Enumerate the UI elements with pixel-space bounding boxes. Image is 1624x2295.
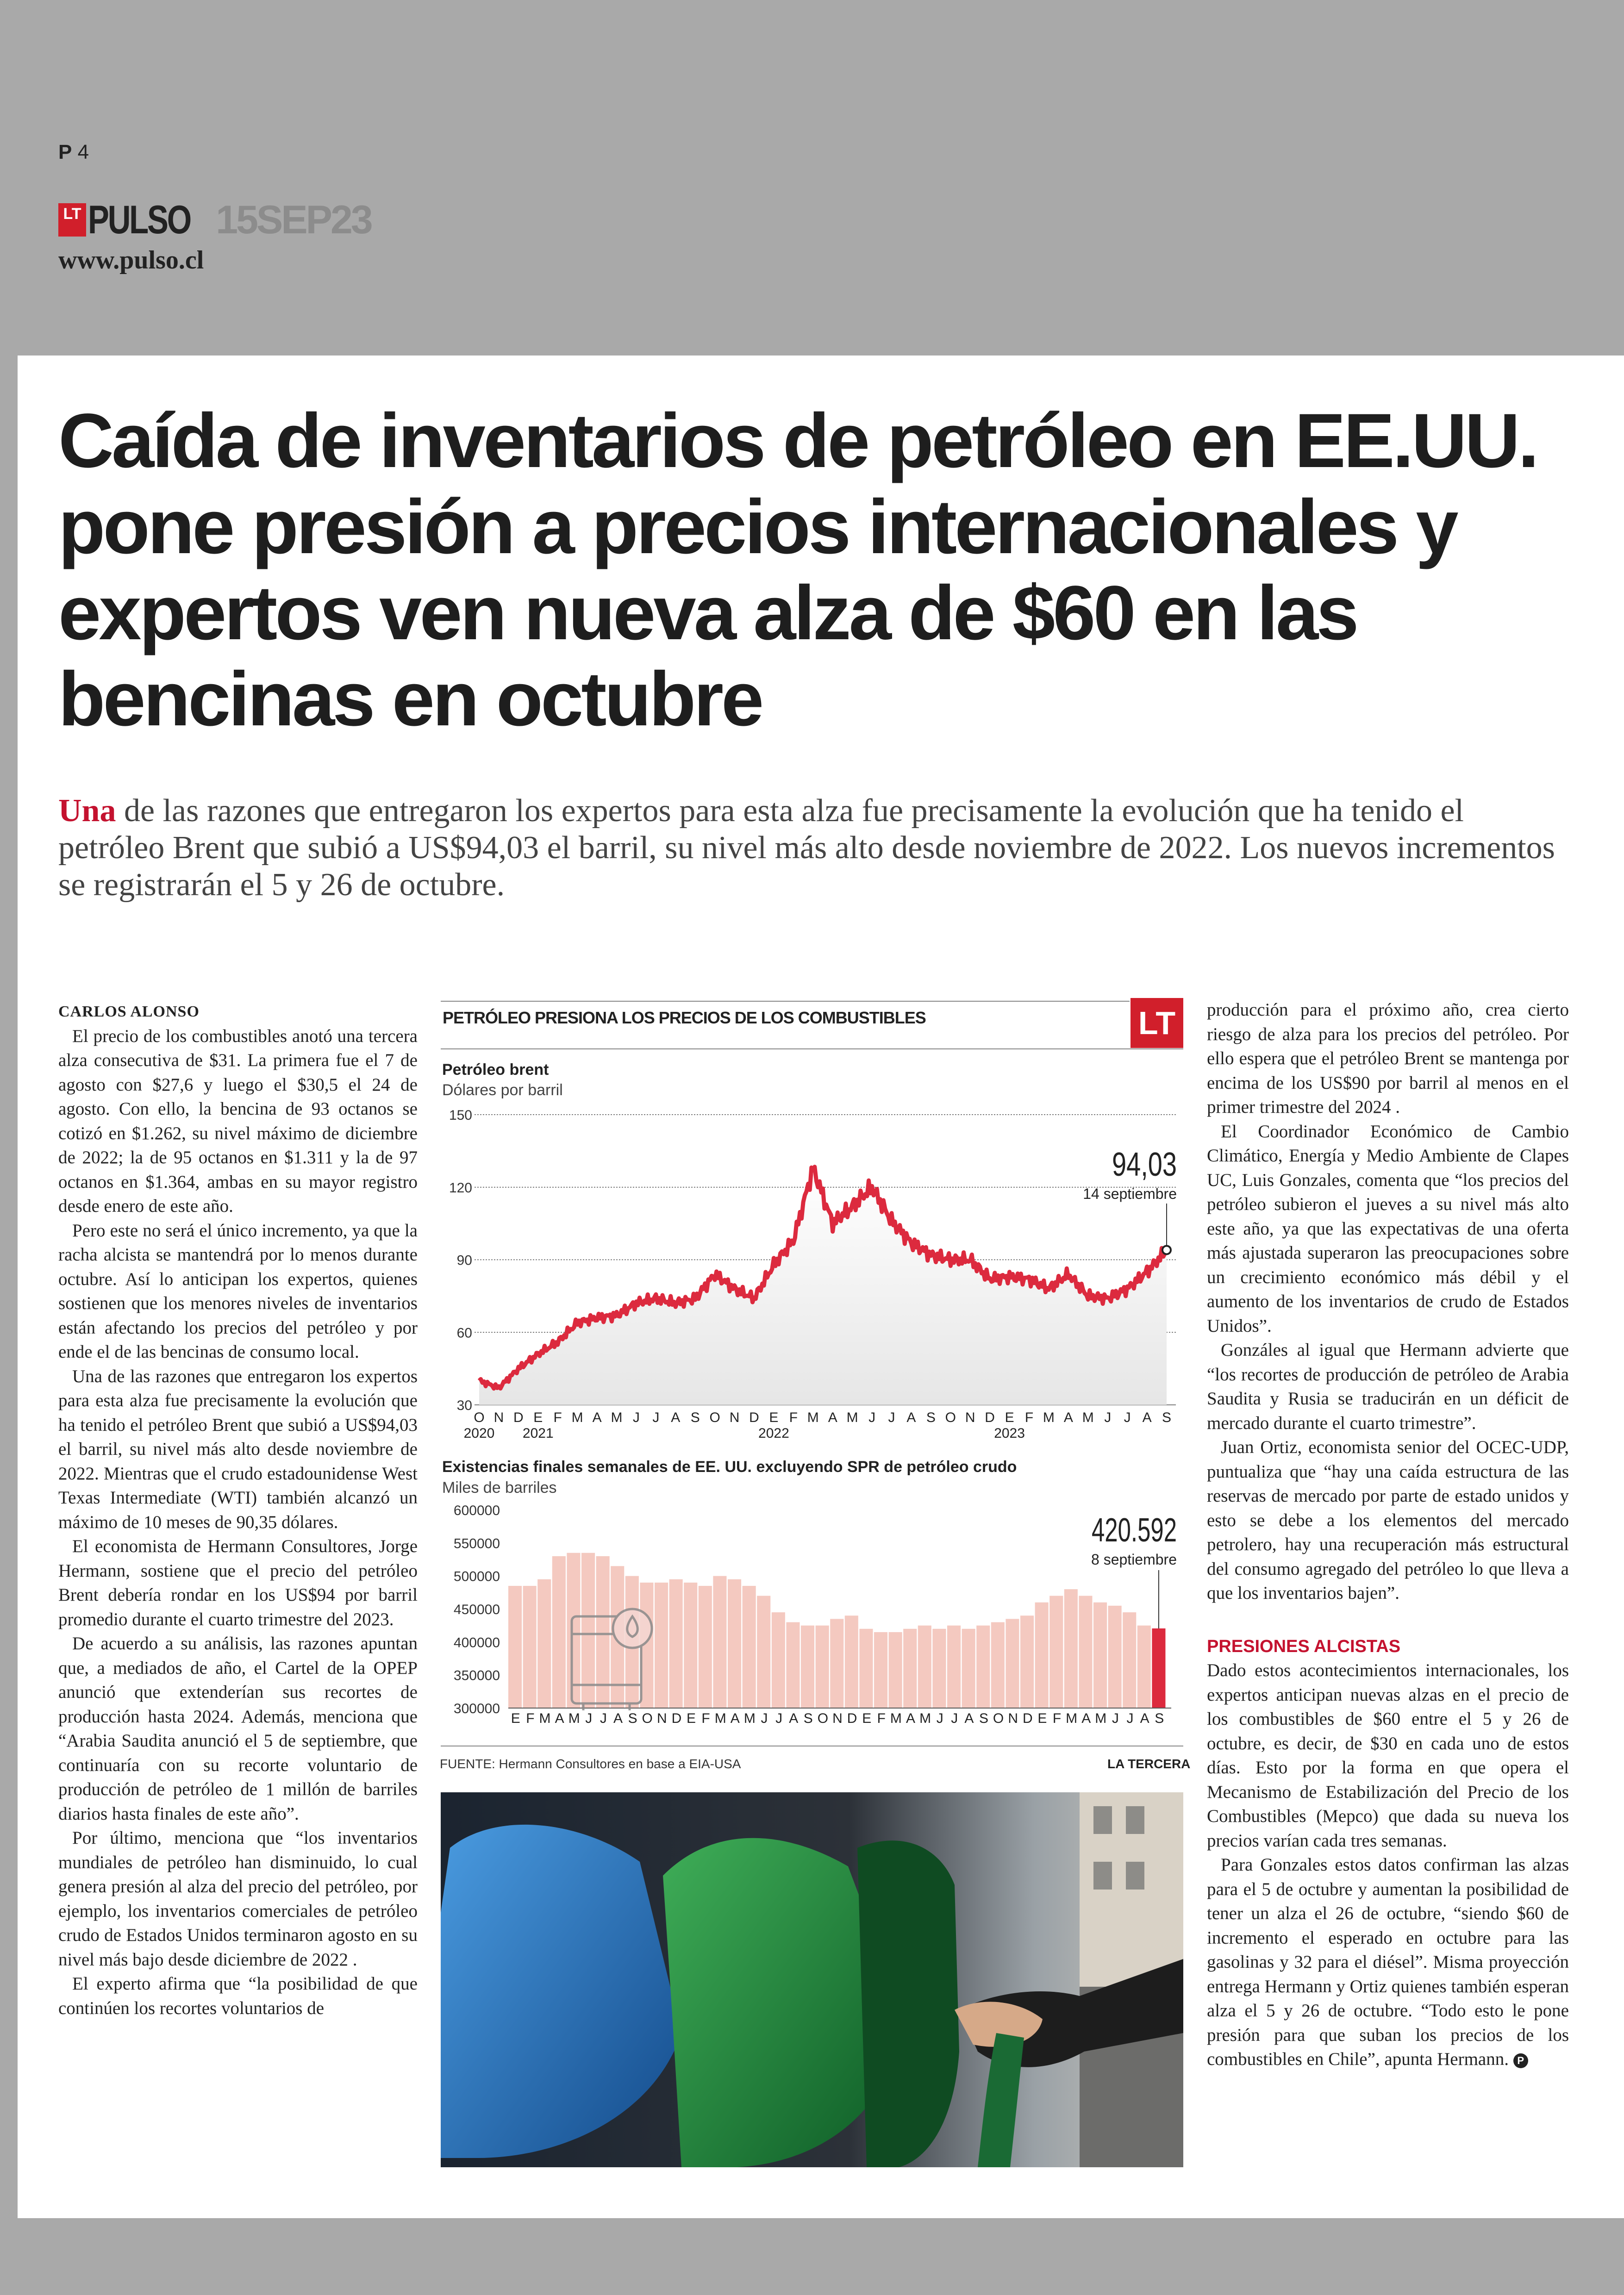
brent-chart <box>442 1061 1177 1441</box>
inventory-x-tick-label: A <box>555 1711 564 1726</box>
inventory-x-tick-label: M <box>714 1711 726 1726</box>
inventory-bar <box>1079 1596 1092 1708</box>
paragraph: producción para el próximo año, crea cierto riesgo de alza para los precios del petróleo. Por ello espera que el petróleo Brent se mantenga por encima de los US$90 por barril al menos en el primer trimestre del 2024 . <box>1207 1000 1569 1117</box>
inventory-x-tick-label: J <box>600 1711 607 1726</box>
paragraph: Dado estos acontecimientos internacionales, los expertos anticipan nuevas alzas en el precio de los combustibles de $60 entre el 5 y 26 de octubre, es decir, de $30 en cada uno de estos días. Esto por la forma en que opera el Mecanismo de Estabilización del Precio de los Combustibles (Mepco) que dada su nueva los precios varían cada tres semanas. <box>1207 1660 1569 1851</box>
inventory-bar <box>816 1626 829 1708</box>
inventory-y-tick-label: 450000 <box>453 1602 500 1617</box>
subhead: PRESIONES ALCISTAS <box>1207 1636 1401 1656</box>
inventory-x-tick-label: O <box>993 1711 1004 1726</box>
inventory-bar <box>537 1579 551 1708</box>
byline: CARLOS ALONSO <box>58 1003 200 1020</box>
graphic-credit: LA TERCERA <box>1107 1757 1191 1771</box>
inventory-bar <box>1152 1628 1165 1708</box>
inventory-bar <box>743 1586 756 1708</box>
deck <box>58 792 1558 904</box>
headline: Caída de inventarios de petróleo en EE.UU. pone presión a precios internacionales y expertos ven nueva alza de $60 en las bencinas en octubre <box>58 398 1537 742</box>
brent-x-tick-label: A <box>906 1410 916 1425</box>
paragraph: El economista de Hermann Consultores, Jorge Hermann, sostiene que el precio del petróleo Brent debería rondar en los US$94 por barril promedio durante el cuarto trimestre del 2023. <box>58 1536 418 1629</box>
brent-year-label: 2020 <box>463 1426 495 1441</box>
inventory-bar <box>699 1586 712 1708</box>
window <box>1093 1806 1112 1834</box>
brent-y-tick-label: 30 <box>456 1398 472 1413</box>
brand-name: PULSO <box>88 197 191 242</box>
brent-x-tick-label: A <box>671 1410 681 1425</box>
inventory-x-tick-label: F <box>1052 1711 1062 1726</box>
inventory-x-tick-label: A <box>1081 1711 1091 1726</box>
inventory-x-tick-label: D <box>1022 1711 1033 1726</box>
inventory-x-tick-label: A <box>613 1711 623 1726</box>
brent-x-tick-label: N <box>729 1410 740 1425</box>
inventory-x-tick-label: E <box>862 1711 872 1726</box>
brent-x-tick-label: F <box>553 1410 562 1425</box>
page-number-value: 4 <box>77 141 89 163</box>
inventory-bar <box>947 1626 961 1708</box>
inventory-x-tick-label: S <box>979 1711 989 1726</box>
inventory-x-tick-label: D <box>671 1711 682 1726</box>
paragraph: Juan Ortiz, economista senior del OCEC-UDP, puntualiza que “hay una caída estructura de las reservas de mercado por parte de estado unidos y esto se debe a los elementos del mercado petrolero, hay una recuperación más estructural del consumo agregado del petróleo lo que lleva a que los inventarios bajen”. <box>1207 1437 1569 1603</box>
inventory-bar <box>830 1619 843 1708</box>
la-tercera-logo: LT <box>1131 998 1183 1048</box>
inventory-x-tick-label: O <box>817 1711 829 1726</box>
inventory-bar <box>552 1556 566 1708</box>
brent-x-tick-label: J <box>1104 1410 1112 1425</box>
inventory-x-tick-label: J <box>936 1711 943 1726</box>
inventory-bar <box>772 1612 785 1708</box>
brent-y-tick-label: 90 <box>456 1253 472 1268</box>
inventory-x-tick-label: A <box>789 1711 799 1726</box>
inventory-bar <box>1006 1619 1019 1708</box>
inventory-bar <box>508 1586 522 1708</box>
infographic-title: PETRÓLEO PRESIONA LOS PRECIOS DE LOS COMBUSTIBLES <box>443 1008 926 1027</box>
inventory-bar <box>889 1632 902 1708</box>
inventory-bar <box>1035 1603 1049 1708</box>
brent-x-tick-label: M <box>571 1410 583 1425</box>
paragraph: De acuerdo a su análisis, las razones apuntan que, a mediados de año, el Cartel de la OPEP anunció que extenderían sus recortes de producción hasta 2024. Además, menciona que “Arabia Saudita anunció el 5 de septiembre, que continuaría con su recorte voluntario de producción de petróleo de 1 millón de barriles diarios hasta finales de este año”. <box>58 1634 418 1824</box>
inventory-bar <box>713 1576 726 1708</box>
brent-x-tick-label: M <box>846 1410 858 1425</box>
inventory-x-tick-label: E <box>1037 1711 1047 1726</box>
la-tercera-logo-small: LT <box>58 203 86 237</box>
inventory-x-tick-label: A <box>1140 1711 1149 1726</box>
brent-y-tick-label: 150 <box>449 1108 472 1123</box>
inventory-x-tick-label: N <box>1008 1711 1018 1726</box>
brent-x-tick-label: J <box>632 1410 640 1425</box>
inventory-bar <box>1049 1596 1063 1708</box>
inventory-bar <box>801 1626 814 1708</box>
brent-chart-unit: Dólares por barril <box>442 1081 563 1099</box>
inventory-bar <box>1093 1603 1107 1708</box>
brent-x-tick-label: J <box>652 1410 660 1425</box>
inventory-annotation-label: 8 septiembre <box>1091 1551 1177 1568</box>
paragraph <box>1207 1853 1569 2072</box>
brent-year-label: 2022 <box>758 1426 789 1441</box>
brent-year-label: 2021 <box>522 1426 554 1441</box>
brent-x-tick-label: J <box>1124 1410 1131 1425</box>
brent-x-tick-label: E <box>769 1410 779 1425</box>
brent-chart-title: Petróleo brent <box>442 1061 549 1079</box>
inventory-bar <box>976 1626 990 1708</box>
inventory-bar <box>1064 1589 1078 1708</box>
paragraph: El experto afirma que “la posibilidad de que continúen los recortes voluntarios de <box>58 1974 418 2018</box>
inventory-y-tick-label: 350000 <box>453 1668 500 1684</box>
brent-y-tick-label: 120 <box>449 1180 472 1196</box>
inventory-annotation-value: 420.592 <box>1092 1512 1177 1549</box>
paragraph: Pero este no será el único incremento, ya que la racha alcista se mantendrá por lo menos durante octubre. Así lo anticipan los expertos, quienes sostienen que los menores niveles de inventarios están afectando los precios del petróleo y por ende el de las bencinas de consumo local. <box>58 1220 418 1362</box>
inventory-x-tick-label: M <box>1066 1711 1078 1726</box>
window <box>1093 1862 1112 1890</box>
inventory-y-tick-label: 600000 <box>453 1503 500 1518</box>
page-letter: P <box>58 141 72 163</box>
inventory-bar <box>932 1629 946 1708</box>
inventory-x-tick-label: J <box>775 1711 783 1726</box>
article-column-right <box>1207 998 1569 2072</box>
inventory-x-tick-label: F <box>526 1711 535 1726</box>
inventory-x-tick-label: M <box>743 1711 756 1726</box>
inventory-x-tick-label: M <box>568 1711 580 1726</box>
inventory-x-tick-label: S <box>628 1711 637 1726</box>
website-url: www.pulso.cl <box>58 246 204 274</box>
page-number <box>58 141 89 164</box>
brent-x-tick-label: E <box>1005 1410 1014 1425</box>
inventory-x-tick-label: F <box>701 1711 710 1726</box>
brent-x-tick-label: S <box>690 1410 700 1425</box>
brent-x-tick-label: M <box>1043 1410 1055 1425</box>
inventory-y-tick-label: 500000 <box>453 1569 500 1584</box>
deck-lead-word: Una <box>58 793 116 829</box>
inventory-bar <box>684 1583 697 1708</box>
brent-x-tick-label: O <box>474 1410 485 1425</box>
inventory-chart-title: Existencias finales semanales de EE. UU. excluyendo SPR de petróleo crudo <box>442 1458 1017 1476</box>
brent-x-tick-label: D <box>985 1410 995 1425</box>
brent-year-label: 2023 <box>994 1426 1025 1441</box>
inventory-x-tick-label: J <box>761 1711 768 1726</box>
inventory-x-tick-label: D <box>847 1711 857 1726</box>
brent-x-tick-label: N <box>493 1410 504 1425</box>
brent-annotation-label: 14 septiembre <box>1083 1185 1177 1202</box>
deck-text: de las razones que entregaron los expertos para esta alza fue precisamente la evolución que ha tenido el petróleo Brent que subió a US$94,03 el barril, su nivel más alto desde noviembre de 2022. Los nuevos incrementos se registrarán el 5 y 26 de octubre. <box>58 793 1555 903</box>
source-note: FUENTE: Hermann Consultores en base a EIA-USA <box>440 1757 741 1771</box>
inventory-x-tick-label: M <box>919 1711 931 1726</box>
brent-x-tick-label: A <box>592 1410 602 1425</box>
inventory-x-tick-label: J <box>1112 1711 1119 1726</box>
window <box>1126 1806 1144 1834</box>
inventory-bar <box>728 1579 741 1708</box>
inventory-bar <box>859 1629 873 1708</box>
inventory-x-tick-label: O <box>642 1711 653 1726</box>
photo-fuel-nozzles <box>441 1792 1183 2167</box>
paragraph: Una de las razones que entregaron los expertos para esta alza fue precisamente la evolución que ha tenido el petróleo Brent que subió a US$94,03 el barril, su nivel más alto desde noviembre de 2022. Mientras que el crudo estadounidense West Texas Intermediate (WTI) también alcanzó un máximo de 10 meses de 90,35 dólares. <box>58 1366 418 1532</box>
inventory-x-tick-label: E <box>511 1711 520 1726</box>
brent-x-tick-label: E <box>533 1410 543 1425</box>
inventory-x-tick-label: M <box>539 1711 551 1726</box>
inventory-y-tick-label: 550000 <box>453 1536 500 1552</box>
infographic <box>440 1000 1183 1787</box>
brent-x-tick-label: S <box>926 1410 936 1425</box>
inventory-bar <box>669 1579 683 1708</box>
article-column-left <box>58 1000 418 2021</box>
paragraph-text: Para Gonzales estos datos confirman las alzas para el 5 de octubre y aumentan la posibilidad de tener un alza el 26 de octubre, “siendo $60 de incremento el esperado en octubre para las gasolinas y 32 para el diésel”. Misma proyección entrega Hermann y Ortiz quienes también esperan alza el 5 y 26 de octubre. “Todo esto le pone presión para que suban los precios de los combustibles en Chile”, apunta Hermann. <box>1207 1855 1569 2069</box>
inventory-chart-unit: Miles de barriles <box>442 1479 557 1497</box>
inventory-x-tick-label: N <box>656 1711 667 1726</box>
inventory-bar <box>1020 1615 1034 1708</box>
inventory-y-tick-label: 300000 <box>453 1701 500 1716</box>
inventory-bar <box>757 1596 770 1708</box>
inventory-bar <box>845 1615 858 1708</box>
inventory-chart <box>442 1458 1177 1726</box>
brent-x-tick-label: F <box>1024 1410 1034 1425</box>
brent-x-tick-label: A <box>1063 1410 1073 1425</box>
inventory-bar <box>874 1632 887 1708</box>
end-of-article-icon: P <box>1513 2053 1528 2068</box>
inventory-x-tick-label: N <box>832 1711 843 1726</box>
brent-x-tick-label: M <box>807 1410 819 1425</box>
inventory-x-tick-label: S <box>803 1711 813 1726</box>
inventory-x-tick-label: J <box>951 1711 958 1726</box>
green-fuel-nozzle-2 <box>857 1840 959 2167</box>
inventory-bar <box>1123 1612 1136 1708</box>
brent-y-tick-label: 60 <box>456 1325 472 1341</box>
brent-x-tick-label: N <box>965 1410 975 1425</box>
inventory-bar <box>523 1586 537 1708</box>
inventory-bar <box>903 1629 917 1708</box>
inventory-x-tick-label: A <box>906 1711 916 1726</box>
inventory-y-tick-label: 400000 <box>453 1635 500 1651</box>
brent-x-tick-label: A <box>828 1410 837 1425</box>
brent-x-tick-label: D <box>749 1410 759 1425</box>
inventory-x-tick-label: S <box>1155 1711 1164 1726</box>
brent-x-tick-label: M <box>1082 1410 1094 1425</box>
brent-x-tick-label: M <box>611 1410 623 1425</box>
brent-x-tick-label: F <box>789 1410 798 1425</box>
inventory-bar <box>991 1622 1005 1708</box>
paragraph: El precio de los combustibles anotó una tercera alza consecutiva de $31. La primera fue el 7 de agosto con $27,6 y luego el $30,5 el 24 de agosto. Con ello, la bencina de 93 octanos se cotizó en $1.262, su nivel máximo de diciembre de 2022; la de 95 octanos en $1.311 y la de 97 octanos en $1.364, ambas en su mayor registro desde enero de este año. <box>58 1026 418 1216</box>
inventory-bar <box>918 1626 931 1708</box>
brent-x-tick-label: O <box>709 1410 720 1425</box>
inventory-x-tick-label: A <box>730 1711 740 1726</box>
window <box>1126 1862 1144 1890</box>
inventory-x-tick-label: M <box>890 1711 902 1726</box>
inventory-bar <box>786 1622 800 1708</box>
paragraph: Por último, menciona que “los inventarios mundiales de petróleo han disminuido, lo cual genera presión al alza del precio del petróleo, por ejemplo, los inventarios comerciales de petróleo crudo de Estados Unidos terminaron agosto en su nivel más bajo desde diciembre de 2022 . <box>58 1828 418 1970</box>
paragraph: Gonzáles al igual que Hermann advierte que “los recortes de producción de petróleo de Arabia Saudita y Rusia se traducirán en un déficit de mercado durante el cuarto trimestre”. <box>1207 1340 1569 1433</box>
inventory-x-tick-label: E <box>686 1711 696 1726</box>
inventory-x-tick-label: M <box>1095 1711 1107 1726</box>
inventory-bar <box>962 1629 975 1708</box>
inventory-x-tick-label: J <box>1126 1711 1134 1726</box>
brent-last-point-marker <box>1162 1246 1171 1254</box>
brent-annotation-value: 94,03 <box>1112 1146 1177 1183</box>
inventory-x-tick-label: F <box>877 1711 886 1726</box>
inventory-bar <box>1137 1626 1151 1708</box>
brent-x-tick-label: S <box>1162 1410 1172 1425</box>
inventory-bar <box>1108 1606 1122 1708</box>
brent-x-tick-label: J <box>888 1410 895 1425</box>
edition-date: 15SEP23 <box>216 197 371 242</box>
brent-x-tick-label: D <box>513 1410 524 1425</box>
paragraph: El Coordinador Económico de Cambio Climático, Energía y Medio Ambiente de Clapes UC, Luis Gonzales, comenta que “los precios del petróleo subieron el jueves a su nivel más alto este año, ya que las expectativas de una oferta más ajustada superaron las preocupaciones sobre un crecimiento económico más débil y el aumento de los inventarios de crudo de Estados Unidos”. <box>1207 1121 1569 1336</box>
inventory-x-tick-label: A <box>964 1711 974 1726</box>
masthead <box>58 197 371 242</box>
inventory-x-tick-label: J <box>585 1711 593 1726</box>
inventory-bar <box>655 1583 668 1708</box>
brent-x-tick-label: J <box>868 1410 876 1425</box>
brent-x-tick-label: A <box>1142 1410 1152 1425</box>
brent-x-tick-label: O <box>945 1410 956 1425</box>
